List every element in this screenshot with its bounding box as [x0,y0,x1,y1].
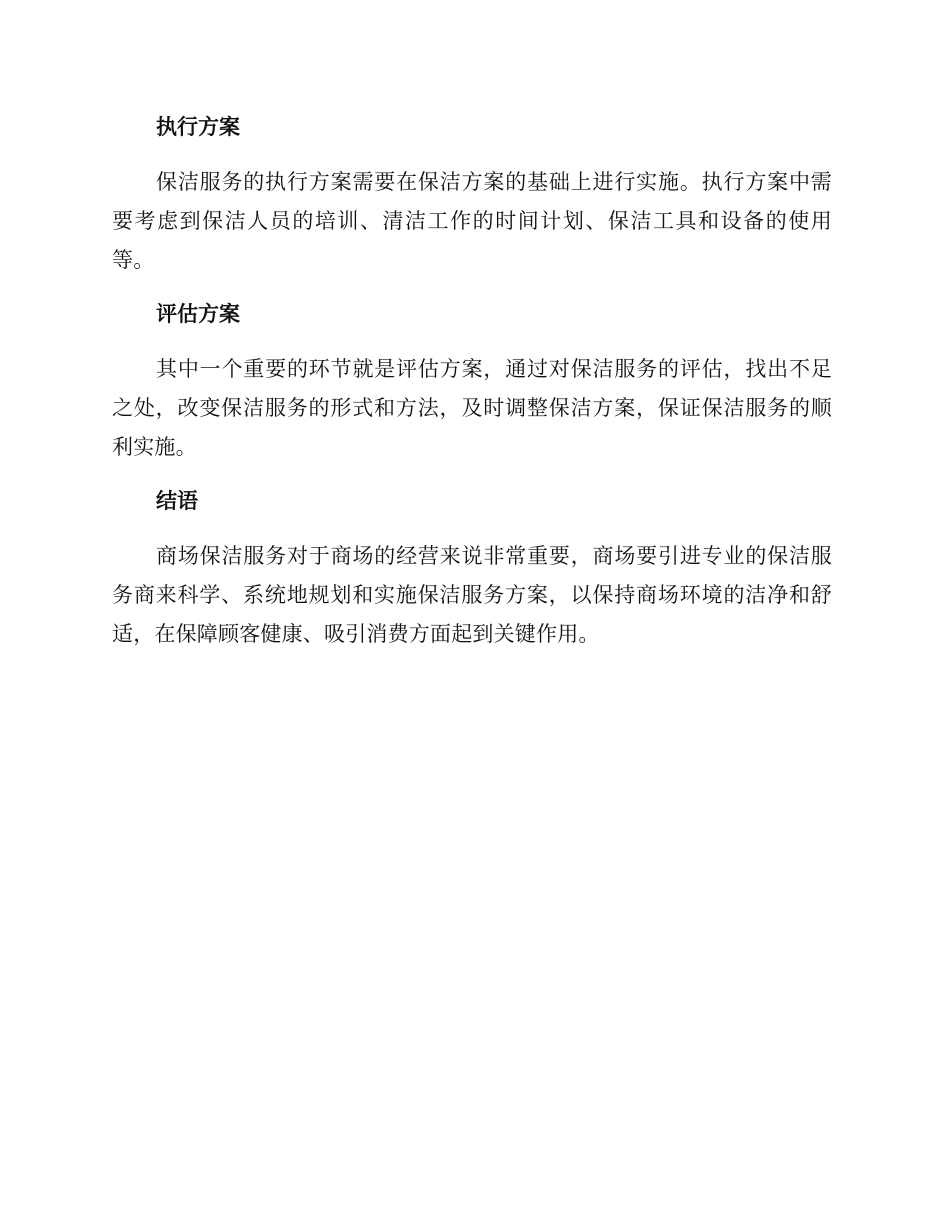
section-paragraph: 保洁服务的执行方案需要在保洁方案的基础上进行实施。执行方案中需要考虑到保洁人员的培训、清洁工作的时间计划、保洁工具和设备的使用等。 [112,170,832,272]
section-execution-plan [112,108,832,280]
section-evaluation-plan [112,295,832,467]
section-paragraph: 其中一个重要的环节就是评估方案，通过对保洁服务的评估，找出不足之处，改变保洁服务的形式和方法，及时调整保洁方案，保证保洁服务的顺利实施。 [112,357,832,459]
section-conclusion [112,482,832,654]
section-heading: 结语 [156,489,198,513]
document-body [112,108,832,654]
section-paragraph: 商场保洁服务对于商场的经营来说非常重要，商场要引进专业的保洁服务商来科学、系统地规划和实施保洁服务方案，以保持商场环境的洁净和舒适，在保障顾客健康、吸引消费方面起到关键作用。 [112,544,832,646]
section-heading: 执行方案 [156,115,240,139]
section-heading: 评估方案 [156,302,240,326]
